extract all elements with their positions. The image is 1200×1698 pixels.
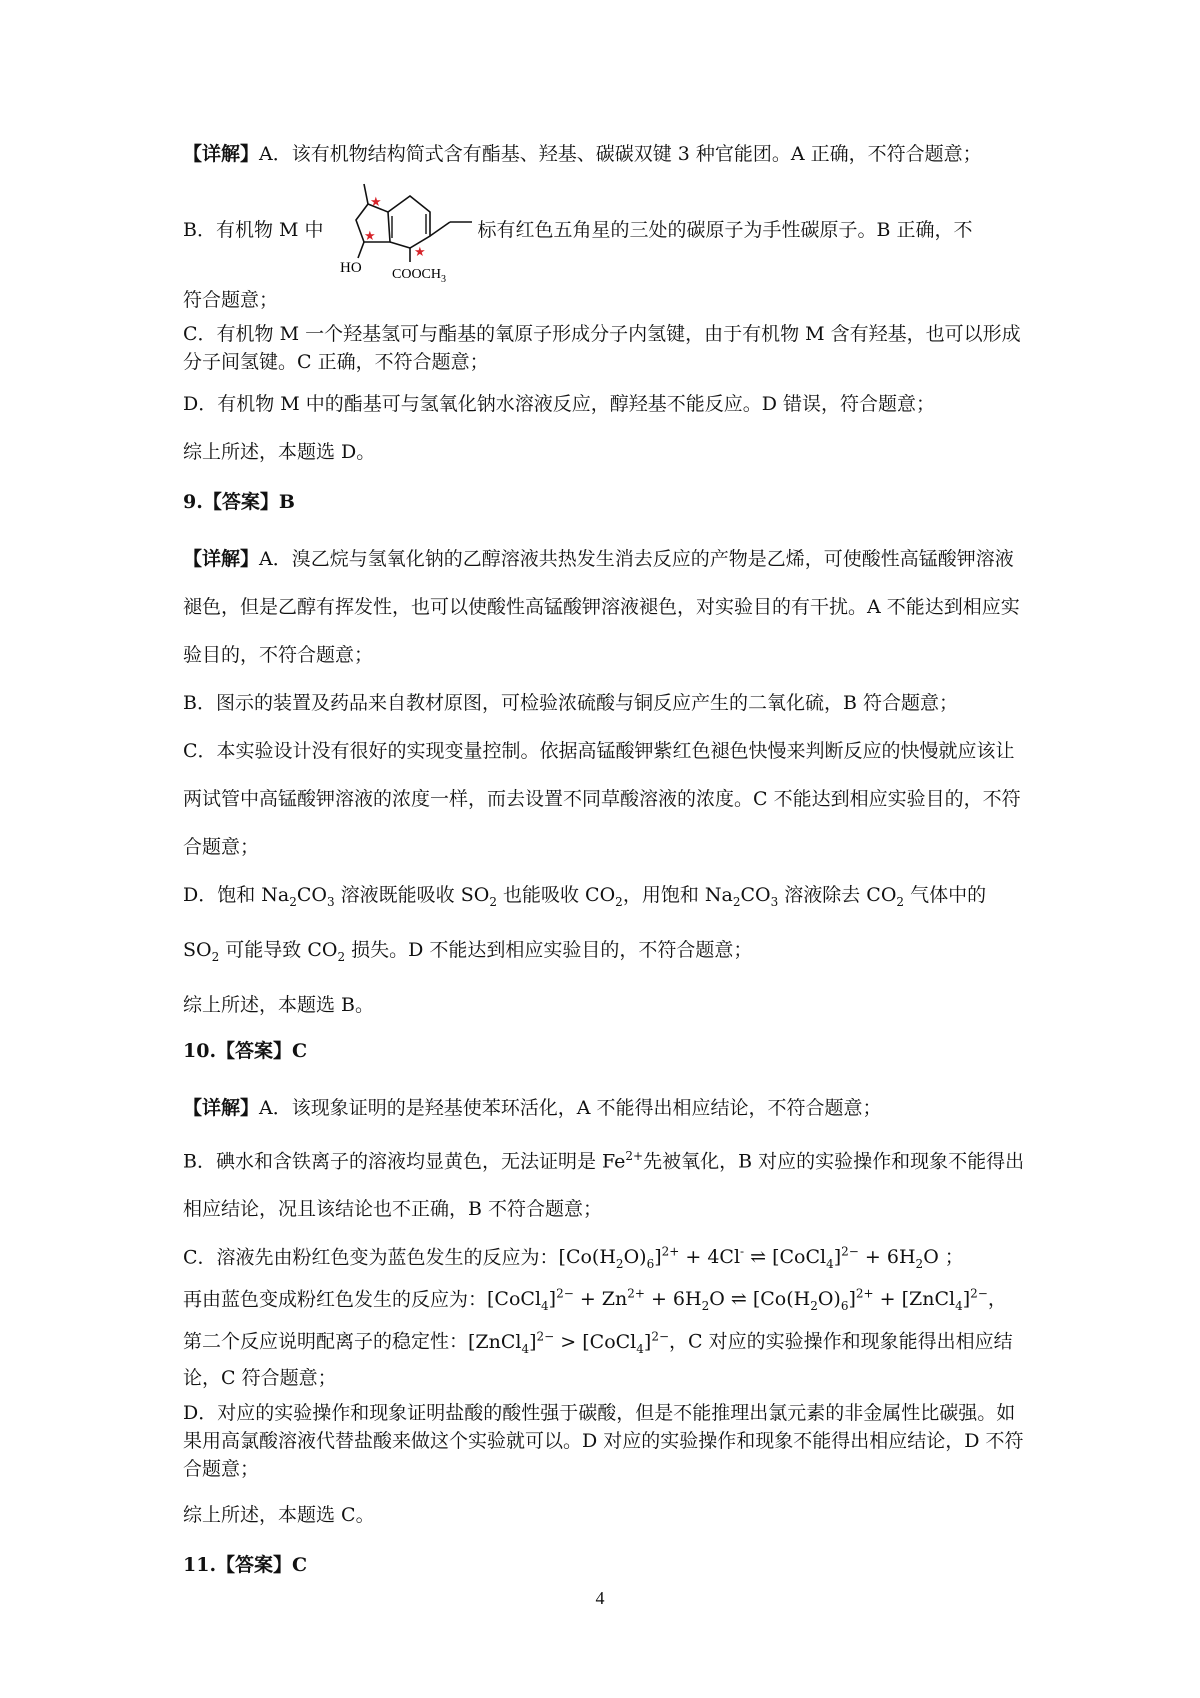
- q9-summary: 综上所述，本题选 B。: [183, 993, 375, 1016]
- q10-answer: 10.【答案】C: [183, 1039, 308, 1062]
- label-ho: HO: [339, 260, 362, 276]
- q8-option-b: B．有机物 M 中 ★ ★ ★ HO $COOCH_3$ 标有红色五角星的三处的碳原子为手性碳原子。B 正确，不: [183, 174, 1028, 282]
- label-ester: $COOCH_3$: [391, 267, 446, 282]
- chiral-star-icon: ★: [363, 229, 376, 244]
- q10-detail-ab: [183, 1084, 1028, 1233]
- chiral-star-icon: ★: [369, 195, 382, 210]
- q10-option-c: C．溶液先由粉红色变为蓝色发生的反应为：$[Co(H_2O)_6]^{2+} + 4Cl^-$ ⇌ [CoCl$_4$]$^{2-}$ + $6H_2O$ ； 再由蓝色变成粉红色发生的反应为：[CoCl$_4$]$^{2-}$ + $Zn^{2+} + 6H_2O$ ⇌ $[Co(H_2O)_6]^{2+}$ + [ZnCl$_4$]$^{2-}$， 第二个反应说明配离子的稳定性：[ZnCl$_4$]$^{2-}$ > [CoCl$_4$]$^{2-}$，C 对应的实验操作和现象能得出相应结论，C 符合题意；: [183, 1244, 1013, 1390]
- q10-summary: 综上所述，本题选 C。: [183, 1504, 375, 1527]
- equation-1: $[Co(H_2O)_6]^{2+} + 4Cl^-$ ⇌ [CoCl$_4$]$^{2-}$ + $6H_2O$ ；: [558, 1244, 964, 1272]
- q11-answer: 11.【答案】C: [183, 1554, 308, 1577]
- q8-option-a: 【详解】A．该有机物结构简式含有酯基、羟基、碳碳双键 3 种官能团。A 正确，不符合题意；: [183, 143, 982, 165]
- q8-option-c: C．有机物 M 一个羟基氢可与酯基的氧原子形成分子内氢键，由于有机物 M 含有羟基，也可以形成分子间氢键。C 正确，不符合题意；: [183, 323, 1021, 373]
- q10-option-d: D．对应的实验操作和现象证明盐酸的酸性强于碳酸，但是不能推理出氯元素的非金属性比碳强。如果用高氯酸溶液代替盐酸来做这个实验就可以。D 对应的实验操作和现象不能得出相应结论，D 不符合题意；: [183, 1402, 1024, 1481]
- q9-answer: 9.【答案】B: [183, 491, 295, 513]
- q9-option-c: C．本实验设计没有很好的实现变量控制。依据高锰酸钾紫红色褪色快慢来判断反应的快慢就应该让两试管中高锰酸钾溶液的浓度一样，而去设置不同草酸溶液的浓度。C 不能达到相应实验目的，不符合题意；: [183, 740, 1021, 858]
- q9-detail: [183, 535, 1028, 1029]
- molecule-m-structure: [326, 174, 476, 282]
- q8-summary: 综上所述，本题选 D。: [183, 441, 376, 463]
- chiral-star-icon: ★: [413, 245, 426, 260]
- q9-option-d: D．饱和 $Na_2CO_3$ 溶液既能吸收 $SO_2$ 也能吸收 $CO_2$，用饱和 $Na_2CO_3$ 溶液除去 $CO_2$ 气体中的 $SO_2$ 可能导致 $CO_2$ 损失。D 不能达到相应实验目的，不符合题意；: [183, 884, 987, 964]
- equation-3: [ZnCl$_4$]$^{2-}$ > [CoCl$_4$]$^{2-}$: [468, 1329, 670, 1356]
- q9-option-b: B．图示的装置及药品来自教材原图，可检验浓硫酸与铜反应产生的二氧化硫，B 符合题意；: [183, 692, 958, 714]
- q9-option-a: 【详解】A．溴乙烷与氢氧化钠的乙醇溶液共热发生消去反应的产物是乙烯，可使酸性高锰酸钾溶液褪色，但是乙醇有挥发性，也可以使酸性高锰酸钾溶液褪色，对实验目的有干扰。A 不能达到相应实验目的，不符合题意；: [183, 548, 1020, 666]
- equation-2: [CoCl$_4$]$^{2-}$ + $Zn^{2+} + 6H_2O$ ⇌ $[Co(H_2O)_6]^{2+}$ + [ZnCl$_4$]$^{2-}$，: [487, 1287, 1007, 1314]
- page-content: [183, 140, 1028, 1598]
- page-number: 4: [595, 1588, 605, 1608]
- q8-option-b-cont: 符合题意；: [183, 289, 279, 311]
- q10-option-b: B．碘水和含铁离子的溶液均显黄色，无法证明是 $Fe^{2+}$先被氧化，B 对应的实验操作和现象不能得出相应结论，况且该结论也不正确，B 不符合题意；: [183, 1148, 1025, 1220]
- q10-option-a: 【详解】A．该现象证明的是羟基使苯环活化，A 不能得出相应结论，不符合题意；: [183, 1096, 882, 1119]
- q8-option-d: D．有机物 M 中的酯基可与氢氧化钠水溶液反应，醇羟基不能反应。D 错误，符合题意；: [183, 393, 936, 415]
